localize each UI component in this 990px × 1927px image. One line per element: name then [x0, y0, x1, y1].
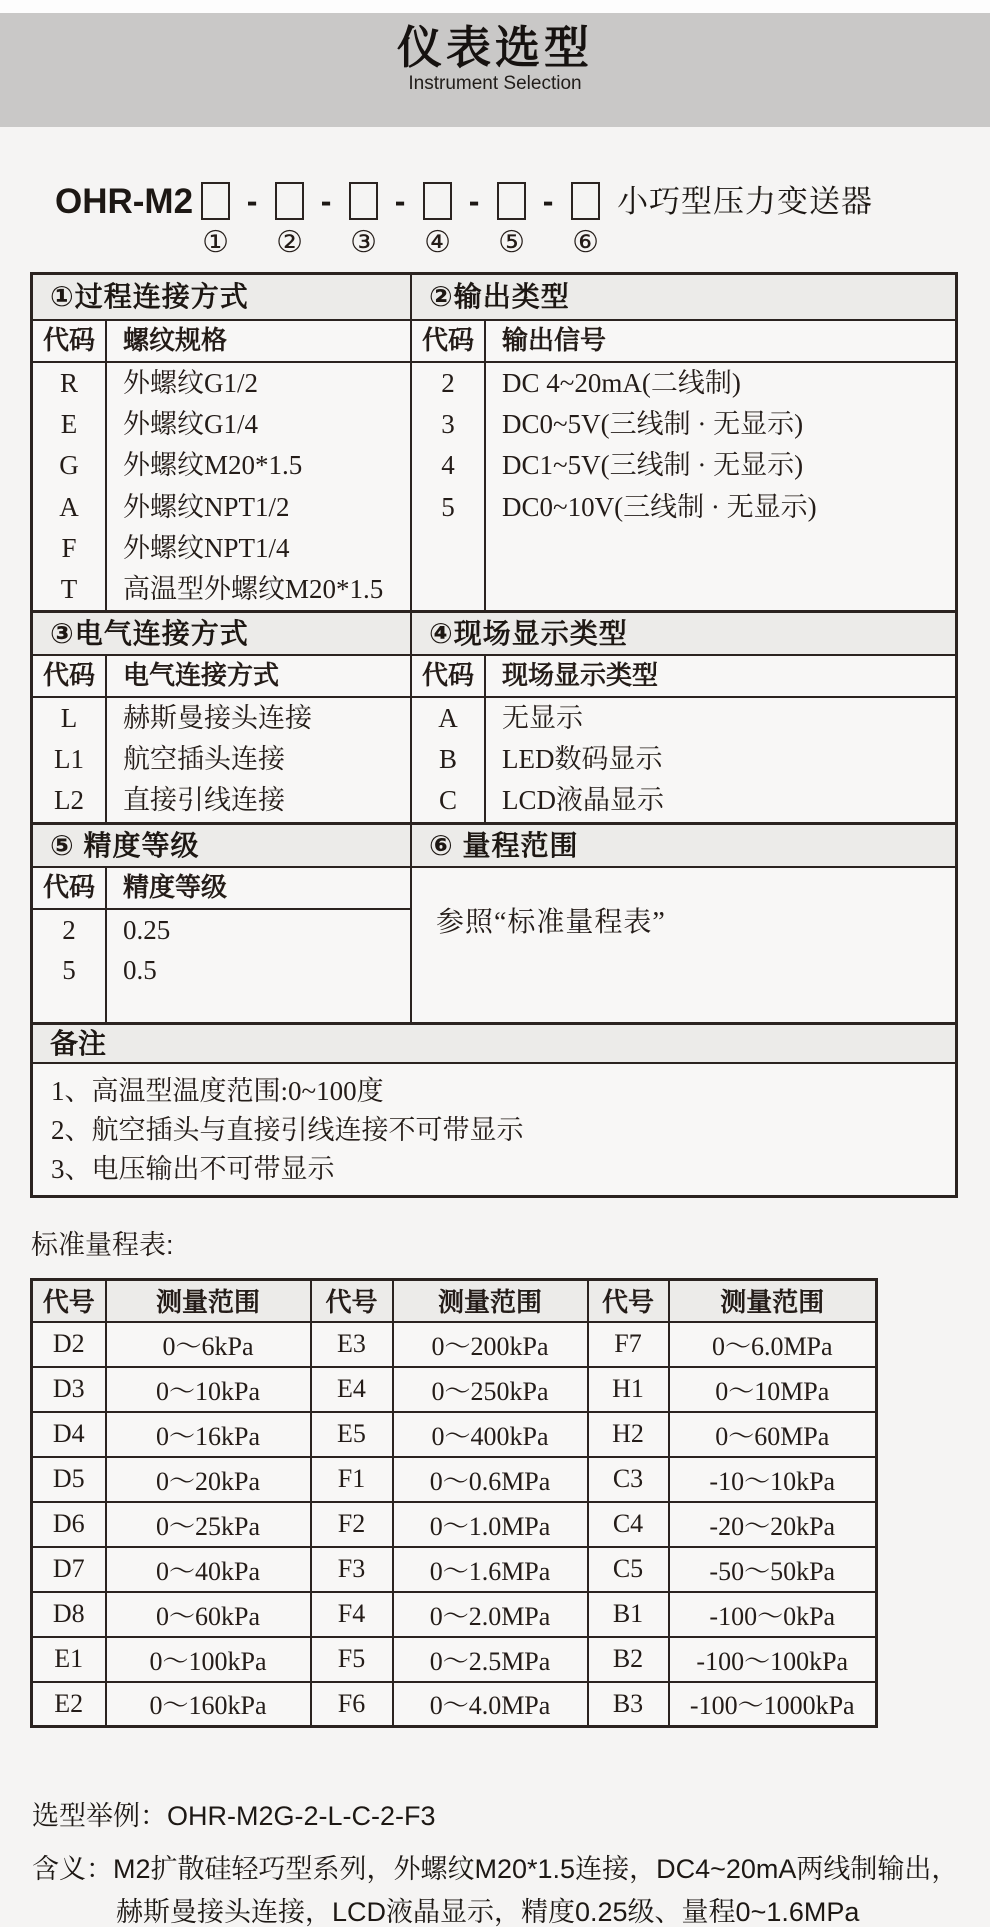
table-row: [32, 1682, 877, 1727]
model-code-box-4: [423, 182, 452, 220]
code-cell: F4: [311, 1592, 393, 1637]
code-cell: R: [59, 368, 78, 398]
signal-cell: DC1~5V(三线制 · 无显示): [502, 450, 804, 481]
code-cell: F3: [311, 1547, 393, 1592]
table-row: [32, 1547, 877, 1592]
table-row: [32, 1322, 877, 1367]
code-cell: F5: [311, 1637, 393, 1682]
column-header-output-signal: 输出信号: [502, 326, 607, 355]
range-cell: 0～6.0MPa: [669, 1322, 877, 1367]
title-band: [0, 13, 990, 127]
model-code-box-3: [349, 182, 378, 220]
remark-title: 备注: [50, 1027, 107, 1059]
display-cell: 无显示: [502, 703, 583, 733]
code-column: [412, 363, 486, 610]
model-code-box-1: [201, 182, 230, 220]
code-cell: E1: [32, 1637, 106, 1682]
spec-cell: 高温型外螺纹M20*1.5: [123, 573, 384, 604]
range-cell: 0～40kPa: [106, 1547, 311, 1592]
table-row: [32, 1367, 877, 1412]
code-cell: L: [60, 703, 78, 733]
note-line: 1、高温型温度范围:0~100度: [51, 1076, 384, 1106]
code-cell: T: [60, 573, 78, 604]
description-column: [107, 910, 410, 1022]
code-column: [33, 698, 107, 822]
range-table-caption: 标准量程表:: [31, 1230, 174, 1260]
range-cell: 0～400kPa: [393, 1412, 588, 1457]
code-cell: F1: [311, 1457, 393, 1502]
code-cell: C: [438, 785, 457, 816]
column-header-electrical-connection: 电气连接方式: [123, 661, 280, 690]
range-cell: 0～60MPa: [669, 1412, 877, 1457]
spec-cell: 外螺纹G1/2: [123, 368, 258, 398]
range-reference-note: 参照“标准量程表”: [436, 907, 666, 938]
column-header-code: 代码: [412, 656, 486, 696]
range-cell: 0～2.5MPa: [393, 1637, 588, 1682]
code-cell: H2: [588, 1412, 669, 1457]
section-header-row-3-4: [33, 610, 955, 656]
spec-cell: 外螺纹NPT1/4: [123, 532, 290, 563]
accuracy-cell: 0.25: [123, 915, 171, 945]
code-cell: L2: [54, 785, 84, 816]
description-column: [107, 698, 410, 822]
code-cell: B1: [588, 1592, 669, 1637]
column-header-thread-spec: 螺纹规格: [123, 326, 228, 355]
range-table-header-row: [32, 1280, 877, 1322]
column-header-range: 测量范围: [106, 1280, 311, 1322]
model-code-line: [55, 179, 873, 223]
range-cell: 0～0.6MPa: [393, 1457, 588, 1502]
description-column: [107, 363, 410, 610]
column-header-code: 代码: [33, 656, 107, 696]
code-column: [412, 698, 486, 822]
description-column: [486, 363, 955, 610]
section-title-accuracy-class: ⑤ 精度等级: [50, 829, 200, 861]
description-column: [486, 698, 955, 822]
range-cell: 0～200kPa: [393, 1322, 588, 1367]
signal-cell: DC0~5V(三线制 · 无显示): [502, 409, 804, 440]
code-cell: F2: [311, 1502, 393, 1547]
code-cell: D5: [32, 1457, 106, 1502]
model-dash: -: [468, 183, 480, 219]
range-cell: 0～16kPa: [106, 1412, 311, 1457]
page-subtitle: Instrument Selection: [408, 72, 582, 94]
column-header-row-5: [33, 868, 410, 910]
code-cell: A: [438, 703, 458, 733]
connection-cell: 赫斯曼接头连接: [123, 703, 312, 733]
model-prefix: OHR-M2: [55, 181, 194, 221]
range-cell: -100～100kPa: [669, 1637, 877, 1682]
section-title-display-type: ④现场显示类型: [429, 617, 628, 649]
column-header-code: 代码: [412, 321, 486, 361]
column-header-code: 代码: [33, 868, 107, 908]
section-title-process-connection: ①过程连接方式: [50, 281, 249, 312]
code-cell: D4: [32, 1412, 106, 1457]
range-cell: 0～100kPa: [106, 1637, 311, 1682]
range-cell: 0～160kPa: [106, 1682, 311, 1727]
code-cell: 4: [441, 450, 455, 481]
spec-cell: 外螺纹NPT1/2: [123, 491, 290, 522]
position-marker-1: ①: [202, 225, 230, 259]
model-dash: -: [394, 183, 406, 219]
code-cell: H1: [588, 1367, 669, 1412]
page-title: 仪表选型: [396, 22, 593, 73]
meaning-line-2: 赫斯曼接头连接，LCD液晶显示，精度0.25级、量程0~1.6MPa: [116, 1897, 860, 1927]
column-header-code: 代码: [33, 321, 107, 361]
code-cell: D3: [32, 1367, 106, 1412]
range-cell: 0～1.6MPa: [393, 1547, 588, 1592]
code-cell: E5: [311, 1412, 393, 1457]
remark-header: [33, 1022, 955, 1064]
column-header-range: 测量范围: [669, 1280, 877, 1322]
code-cell: 5: [62, 955, 76, 985]
code-cell: C3: [588, 1457, 669, 1502]
range-cell: 0～4.0MPa: [393, 1682, 588, 1727]
body-row-3-4: [33, 698, 955, 822]
note-line: 3、电压输出不可带显示: [51, 1154, 335, 1184]
code-cell: A: [59, 491, 79, 522]
table-row: [32, 1457, 877, 1502]
signal-cell: DC0~10V(三线制 · 无显示): [502, 491, 817, 522]
body-row-5-6: [33, 868, 955, 1022]
model-product-name: 小巧型压力变送器: [617, 183, 874, 219]
code-cell: D6: [32, 1502, 106, 1547]
model-code-box-6: [571, 182, 600, 220]
range-cell: 0～20kPa: [106, 1457, 311, 1502]
range-cell: 0～10kPa: [106, 1367, 311, 1412]
range-cell: 0～60kPa: [106, 1592, 311, 1637]
spec-cell: 外螺纹M20*1.5: [123, 450, 303, 481]
code-cell: 2: [441, 368, 455, 398]
connection-cell: 航空插头连接: [123, 744, 285, 775]
code-cell: 2: [62, 915, 76, 945]
selection-example-line: 选型举例：OHR-M2G-2-L-C-2-F3: [32, 1801, 436, 1831]
accuracy-cell: 0.5: [123, 955, 157, 985]
position-marker-2: ②: [276, 225, 304, 259]
code-cell: L1: [54, 744, 84, 775]
code-cell: B: [438, 744, 457, 775]
position-marker-5: ⑤: [498, 225, 526, 259]
model-dash: -: [246, 183, 258, 219]
signal-cell: DC 4~20mA(二线制): [502, 368, 741, 398]
code-cell: E2: [32, 1682, 106, 1727]
code-cell: C5: [588, 1547, 669, 1592]
column-header-code: 代号: [32, 1280, 106, 1322]
section-header-row-1-2: [33, 275, 955, 321]
code-cell: B2: [588, 1637, 669, 1682]
top-margin-strip: [0, 0, 990, 13]
range-cell: -100～1000kPa: [669, 1682, 877, 1727]
body-row-1-2: [33, 363, 955, 610]
model-code-box-2: [275, 182, 304, 220]
range-cell: 0～6kPa: [106, 1322, 311, 1367]
table-row: [32, 1592, 877, 1637]
section-title-electrical-connection: ③电气连接方式: [50, 617, 249, 649]
code-cell: D2: [32, 1322, 106, 1367]
code-cell: F: [61, 532, 77, 563]
code-column: [33, 910, 107, 1022]
standard-range-table: [30, 1278, 878, 1728]
code-cell: E3: [311, 1322, 393, 1367]
code-cell: E4: [311, 1367, 393, 1412]
section-header-row-5-6: [33, 822, 955, 868]
display-cell: LCD液晶显示: [502, 785, 664, 816]
connection-cell: 直接引线连接: [123, 785, 285, 816]
range-cell: -50～50kPa: [669, 1547, 877, 1592]
range-cell: 0～250kPa: [393, 1367, 588, 1412]
column-header-code: 代号: [311, 1280, 393, 1322]
code-cell: E: [60, 409, 78, 440]
code-cell: 5: [441, 491, 455, 522]
code-cell: D7: [32, 1547, 106, 1592]
code-cell: 3: [441, 409, 455, 440]
range-cell: 0～10MPa: [669, 1367, 877, 1412]
table-row: [32, 1412, 877, 1457]
model-dash: -: [320, 183, 332, 219]
position-marker-3: ③: [350, 225, 378, 259]
column-header-code: 代号: [588, 1280, 669, 1322]
model-dash: -: [542, 183, 554, 219]
position-marker-4: ④: [424, 225, 452, 259]
section-title-output-type: ②输出类型: [429, 281, 570, 312]
note-line: 2、航空插头与直接引线连接不可带显示: [51, 1115, 524, 1145]
table-row: [32, 1502, 877, 1547]
code-cell: C4: [588, 1502, 669, 1547]
column-header-range: 测量范围: [393, 1280, 588, 1322]
column-header-row-3-4: [33, 656, 955, 698]
code-cell: D8: [32, 1592, 106, 1637]
selection-table: [30, 272, 958, 1198]
model-position-markers: [55, 224, 600, 260]
table-row: [32, 1637, 877, 1682]
remark-notes: [33, 1064, 955, 1195]
position-marker-6: ⑥: [572, 225, 600, 259]
code-cell: G: [59, 450, 79, 481]
range-cell: 0～1.0MPa: [393, 1502, 588, 1547]
column-header-accuracy: 精度等级: [123, 873, 228, 902]
range-cell: 0～25kPa: [106, 1502, 311, 1547]
range-cell: -20～20kPa: [669, 1502, 877, 1547]
spec-cell: 外螺纹G1/4: [123, 409, 258, 440]
code-cell: B3: [588, 1682, 669, 1727]
section-title-measuring-range: ⑥ 量程范围: [429, 829, 579, 861]
code-column: [33, 363, 107, 610]
column-header-display-type: 现场显示类型: [502, 661, 659, 690]
range-cell: -10～10kPa: [669, 1457, 877, 1502]
column-header-row-1-2: [33, 321, 955, 363]
meaning-line-1: 含义：M2扩散硅轻巧型系列，外螺纹M20*1.5连接，DC4~20mA两线制输出，: [32, 1854, 959, 1884]
code-cell: F7: [588, 1322, 669, 1367]
model-code-box-5: [497, 182, 526, 220]
range-cell: 0～2.0MPa: [393, 1592, 588, 1637]
display-cell: LED数码显示: [502, 744, 663, 775]
code-cell: F6: [311, 1682, 393, 1727]
range-cell: -100～0kPa: [669, 1592, 877, 1637]
